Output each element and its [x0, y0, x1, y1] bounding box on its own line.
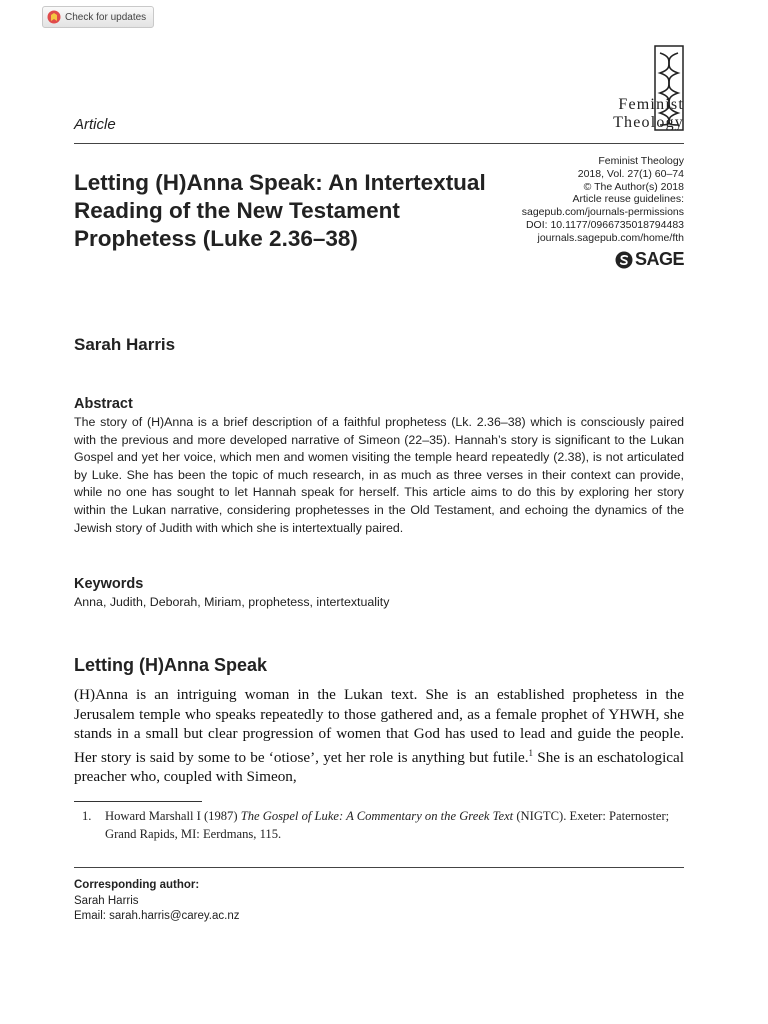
article-type-label: Article: [74, 116, 116, 133]
publication-meta: [522, 155, 684, 245]
corresponding-author-name: Sarah Harris: [74, 894, 139, 907]
meta-reuse-link[interactable]: sagepub.com/journals-permissions: [521, 206, 684, 219]
abstract-heading: Abstract: [74, 396, 133, 412]
journal-logo-line2: Theology: [613, 114, 684, 131]
journal-logo-line1: Feminist: [618, 96, 684, 113]
article-title: Letting (H)Anna Speak: An Intertextual Reading of the New Testament Prophetess (Luke 2.36–38): [74, 170, 486, 251]
corresponding-author-block: [74, 878, 240, 925]
meta-journal: Feminist Theology: [598, 155, 684, 167]
corresponding-author-email[interactable]: Email: sarah.harris@carey.ac.nz: [74, 910, 240, 922]
body-text-part1: (H)Anna is an intriguing woman in the Lukan text. She is an established prophetess in the Jerusalem temple who speaks repeatedly to those gathered and, as a female prophet of YHWH, she stands in a small but clear progression of women that God has used to lead and guide the people. Her story is said by some to be ‘otiose’, yet her role is anything but futile.: [74, 686, 684, 766]
footnote-body: [105, 808, 684, 843]
meta-copyright: © The Author(s) 2018: [583, 180, 684, 193]
keywords-heading: Keywords: [74, 576, 144, 592]
celtic-knot-icon: [654, 45, 684, 131]
update-badge-icon: [47, 10, 61, 24]
footnote-after-title: (NIGTC). Exeter: Paternoster; Grand Rapids, MI: Eerdmans, 115.: [105, 809, 670, 841]
footnote: [82, 808, 684, 843]
corresponding-divider: [74, 867, 684, 868]
author-name: Sarah Harris: [74, 335, 176, 354]
sage-logo-icon: [615, 251, 633, 269]
corresponding-author-heading: Corresponding author:: [74, 879, 200, 891]
check-for-updates-label: Check for updates: [65, 11, 147, 23]
footnote-number: 1.: [82, 809, 92, 823]
footnote-divider: [74, 801, 202, 802]
body-text-part2: She is an eschatological preacher who, coupled with Simeon,: [74, 748, 684, 786]
section-heading: Letting (H)Anna Speak: [74, 655, 268, 675]
meta-doi[interactable]: DOI: 10.1177/0966735018794483: [525, 218, 684, 231]
body-paragraph: [74, 685, 684, 787]
footnote-before-title: Howard Marshall I (1987): [105, 809, 241, 823]
footnote-reference[interactable]: 1: [528, 747, 534, 758]
sage-logo: [615, 249, 684, 270]
sage-logo-text: SAGE: [634, 249, 684, 269]
meta-volume: 2018, Vol. 27(1) 60–74: [577, 167, 684, 180]
footnote-title: The Gospel of Luke: A Commentary on the Greek Text: [240, 809, 514, 823]
keywords-list: Anna, Judith, Deborah, Miriam, prophetess, intertextuality: [74, 595, 390, 609]
check-for-updates-button[interactable]: [42, 6, 154, 28]
header-divider: [74, 143, 684, 144]
abstract-text: The story of (H)Anna is a brief description of a faithful prophetess (Lk. 2.36–38) which is consciously paired with the previous and more developed narrative of Simeon (22–35). Hannah’s story is significant to the Lukan Gospel and yet her voice, which men and women visiting the temple heard repeatedly (2.38), is not articulated by Luke. She has been the topic of much research, in as much as three verses in their context can provide, while no one has sought to let Hannah speak for herself. This article aims to do this by exploring her story within the Lukan narrative, considering prophetesses in the Old Testament, and echoing the dynamics of the Jewish story of Judith with which she is intertextually paired.: [74, 415, 684, 535]
meta-homepage-link[interactable]: journals.sagepub.com/home/fth: [537, 231, 684, 244]
meta-reuse-label: Article reuse guidelines:: [572, 193, 684, 206]
